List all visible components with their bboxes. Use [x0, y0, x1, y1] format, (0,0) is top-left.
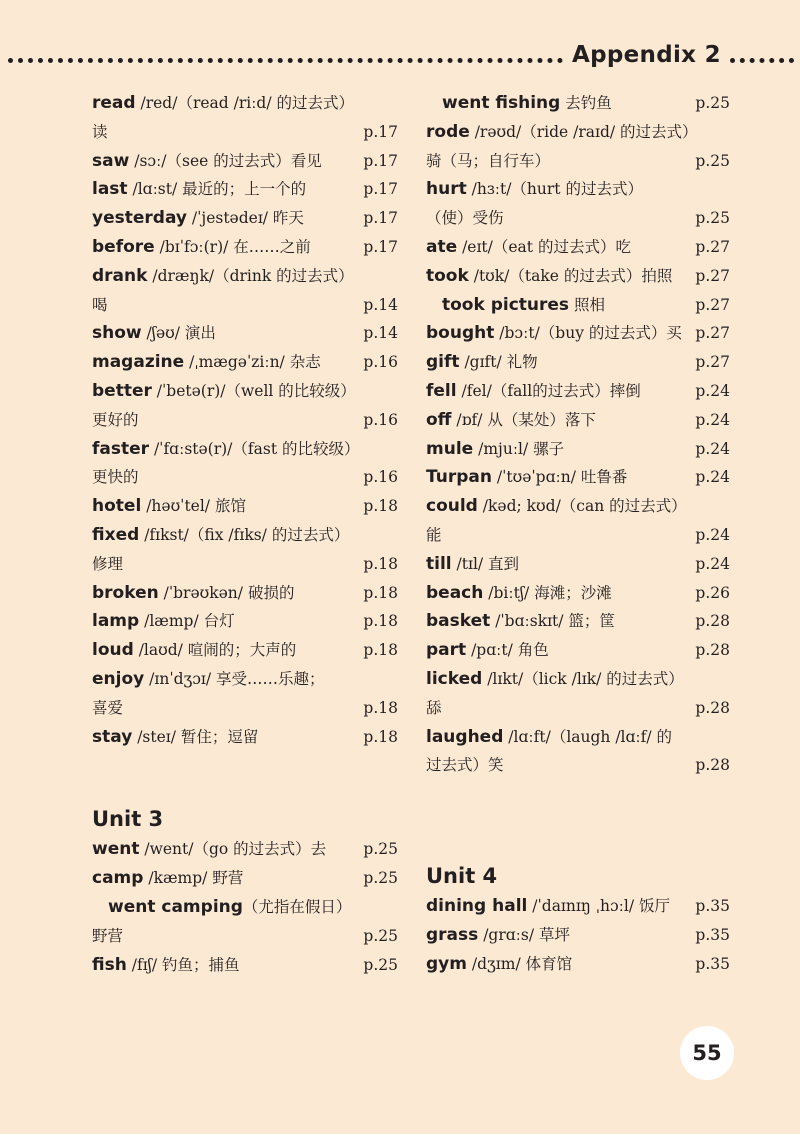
vocab-page-ref: p.24 — [695, 525, 730, 544]
vocab-word: saw — [92, 150, 130, 171]
vocab-word: fish — [92, 954, 127, 975]
page-number: 55 — [680, 1026, 734, 1080]
dotted-rule-right — [730, 58, 794, 63]
vocab-definition: /gɪft/ 礼物 — [459, 353, 538, 372]
vocab-definition: /ˈdaɪnɪŋ ˌhɔːl/ 饭厅 — [527, 897, 670, 916]
vocab-word: broken — [92, 582, 159, 603]
right-column — [426, 89, 730, 979]
vocab-word: fell — [426, 380, 457, 401]
vocab-page-ref: p.17 — [363, 209, 398, 228]
vocab-word: took — [426, 265, 469, 286]
vocab-definition: /hɜːt/（hurt 的过去式） — [466, 180, 643, 199]
vocab-word: gym — [426, 953, 467, 974]
vocab-entry — [92, 291, 398, 320]
vocab-entry — [92, 864, 398, 893]
vocab-definition: /lɪkt/（lick /lɪk/ 的过去式） — [482, 669, 684, 688]
vocab-definition: /həʊˈtel/ 旅馆 — [141, 497, 246, 516]
vocab-definition: /grɑːs/ 草坪 — [478, 925, 570, 944]
vocab-word: stay — [92, 726, 133, 747]
vocab-entry — [92, 636, 398, 665]
vocab-page-ref: p.17 — [363, 122, 398, 141]
vocab-entry — [426, 319, 730, 348]
vocab-entry — [92, 550, 398, 579]
vocab-page-ref: p.16 — [363, 468, 398, 487]
vocab-page-ref: p.14 — [363, 295, 398, 314]
section-gap — [92, 751, 398, 803]
vocab-entry — [426, 723, 730, 752]
vocab-entry — [92, 204, 398, 233]
vocab-definition: /lɑːft/（laugh /lɑːf/ 的 — [503, 727, 673, 746]
vocab-entry — [426, 950, 730, 979]
vocab-definition: 更好的 — [92, 410, 139, 429]
vocab-entry — [92, 579, 398, 608]
vocab-page-ref: p.18 — [363, 612, 398, 631]
vocab-definition: /eɪt/（eat 的过去式）吃 — [457, 237, 631, 256]
vocab-entry — [92, 835, 398, 864]
vocab-entry — [92, 262, 398, 291]
vocab-entry — [426, 406, 730, 435]
vocab-entry — [426, 921, 730, 950]
vocab-entry — [92, 377, 398, 406]
vocab-entry — [92, 89, 398, 118]
vocab-definition: 更快的 — [92, 468, 139, 487]
vocab-page-ref: p.25 — [363, 840, 398, 859]
vocab-entry — [92, 147, 398, 176]
unit-3-heading: Unit 3 — [92, 807, 164, 832]
vocab-definition: /ˈbrəʊkən/ 破损的 — [158, 583, 295, 602]
vocab-word: camp — [92, 868, 144, 889]
vocab-entry — [92, 233, 398, 262]
vocab-entry — [92, 463, 398, 492]
vocab-word: gift — [426, 352, 460, 373]
vocab-word: basket — [426, 611, 491, 632]
vocab-definition: /ˈbɑːskɪt/ 篮；筐 — [490, 612, 615, 631]
unit-3-vocab-list — [92, 835, 398, 979]
vocab-entry — [426, 204, 730, 233]
vocab-page-ref: p.27 — [695, 237, 730, 256]
vocab-entry — [426, 636, 730, 665]
vocab-page-ref: p.16 — [363, 410, 398, 429]
vocab-definition: /bɪˈfɔː(r)/ 在……之前 — [154, 237, 311, 256]
unit-4-vocab-list — [426, 892, 730, 978]
vocab-page-ref: p.35 — [695, 897, 730, 916]
vocab-entry — [92, 893, 398, 922]
vocab-definition: /tʊk/（take 的过去式）拍照 — [468, 266, 673, 285]
vocab-entry — [426, 262, 730, 291]
appendix-title: Appendix 2 — [572, 42, 721, 68]
vocab-definition: /ɪnˈdʒɔɪ/ 享受……乐趣； — [144, 669, 325, 688]
vocab-page-ref: p.18 — [363, 727, 398, 746]
vocab-entry — [426, 521, 730, 550]
vocab-definition: /tɪl/ 直到 — [451, 554, 520, 573]
vocab-page-ref: p.27 — [695, 266, 730, 285]
vocab-definition: /kæmp/ 野营 — [143, 869, 244, 888]
vocab-entry — [92, 607, 398, 636]
vocab-word: mule — [426, 438, 474, 459]
vocab-entry — [92, 348, 398, 377]
vocab-word: better — [92, 380, 152, 401]
vocab-page-ref: p.24 — [695, 554, 730, 573]
vocab-entry — [426, 435, 730, 464]
vocab-definition: /ˈbetə(r)/（well 的比较级） — [151, 381, 356, 400]
vocab-word: went camping — [108, 896, 243, 917]
vocab-page-ref: p.18 — [363, 583, 398, 602]
vocab-definition: /ɒf/ 从（某处）落下 — [451, 410, 596, 429]
vocab-word: show — [92, 323, 142, 344]
vocab-entry — [426, 550, 730, 579]
vocab-word: dining hall — [426, 896, 528, 917]
vocab-entry — [426, 751, 730, 780]
vocab-entry — [426, 579, 730, 608]
vocab-word: beach — [426, 582, 484, 603]
vocab-definition: 能 — [426, 525, 442, 544]
vocab-definition: （使）受伤 — [426, 209, 504, 228]
vocab-word: yesterday — [92, 208, 187, 229]
vocab-word: went — [92, 839, 140, 860]
vocab-entry — [426, 492, 730, 521]
vocab-definition: 过去式）笑 — [426, 756, 504, 775]
vocab-definition: /ˌmægəˈziːn/ 杂志 — [184, 353, 321, 372]
vocab-definition: /dræŋk/（drink 的过去式） — [147, 266, 354, 285]
vocab-entry — [92, 406, 398, 435]
vocab-definition: 喜爱 — [92, 698, 124, 717]
vocab-definition: /bɔːt/（buy 的过去式）买 — [494, 324, 682, 343]
vocab-page-ref: p.24 — [695, 439, 730, 458]
vocab-page-ref: p.24 — [695, 410, 730, 429]
vocab-word: laughed — [426, 726, 504, 747]
vocab-word: could — [426, 496, 478, 517]
vocab-page-ref: p.24 — [695, 381, 730, 400]
vocab-definition: 修理 — [92, 554, 124, 573]
vocab-page-ref: p.25 — [363, 955, 398, 974]
right-vocab-list — [426, 89, 730, 780]
vocab-definition: /ˈjestədeɪ/ 昨天 — [186, 209, 304, 228]
vocab-definition: /sɔː/（see 的过去式）看见 — [129, 151, 322, 170]
vocab-definition: 读 — [92, 122, 108, 141]
vocab-definition: /red/（read /riːd/ 的过去式） — [135, 94, 354, 112]
vocab-page-ref: p.18 — [363, 554, 398, 573]
vocab-page-ref: p.27 — [695, 353, 730, 372]
vocab-definition: （尤指在假日） — [242, 897, 352, 916]
vocab-page-ref: p.17 — [363, 151, 398, 170]
vocab-definition: /dʒɪm/ 体育馆 — [466, 954, 573, 973]
vocab-entry — [92, 435, 398, 464]
vocab-page-ref: p.17 — [363, 180, 398, 199]
vocab-entry — [426, 892, 730, 921]
vocab-page-ref: p.25 — [363, 926, 398, 945]
vocab-definition: /biːtʃ/ 海滩；沙滩 — [483, 583, 612, 602]
left-column — [92, 89, 398, 979]
vocab-page-ref: p.18 — [363, 698, 398, 717]
vocab-entry — [92, 665, 398, 694]
vocab-word: faster — [92, 438, 150, 459]
vocab-entry — [92, 492, 398, 521]
vocab-word: enjoy — [92, 668, 145, 689]
vocab-page-ref: p.28 — [695, 612, 730, 631]
vocab-entry — [426, 463, 730, 492]
vocab-entry — [426, 348, 730, 377]
left-vocab-list — [92, 89, 398, 751]
vocab-page-ref: p.26 — [695, 583, 730, 602]
vocab-definition: /went/（go 的过去式）去 — [139, 840, 327, 859]
vocab-entry — [92, 723, 398, 752]
vocab-word: hurt — [426, 179, 467, 200]
vocab-entry — [92, 521, 398, 550]
vocab-entry — [426, 175, 730, 204]
vocab-word: read — [92, 93, 136, 113]
vocab-entry — [426, 147, 730, 176]
vocab-word: loud — [92, 640, 134, 661]
vocab-entry — [426, 291, 730, 320]
vocab-page-ref: p.25 — [695, 209, 730, 228]
vocab-word: grass — [426, 924, 479, 945]
vocab-word: Turpan — [426, 467, 492, 488]
unit-4-heading: Unit 4 — [426, 864, 498, 889]
vocab-definition: /læmp/ 台灯 — [139, 612, 235, 631]
vocab-entry — [92, 922, 398, 951]
vocab-definition: /ˈfɑːstə(r)/（fast 的比较级） — [149, 439, 360, 458]
vocab-entry — [426, 665, 730, 694]
vocab-word: rode — [426, 121, 470, 142]
vocab-entry — [92, 694, 398, 723]
vocab-definition: /mjuːl/ 骡子 — [473, 439, 565, 458]
vocab-page-ref: p.14 — [363, 324, 398, 343]
vocab-definition: 去钓鱼 — [560, 94, 612, 112]
vocab-word: part — [426, 640, 467, 661]
vocab-page-ref: p.18 — [363, 641, 398, 660]
vocab-page-ref: p.28 — [695, 698, 730, 717]
vocab-page-ref: p.28 — [695, 756, 730, 775]
vocab-word: licked — [426, 668, 483, 689]
vocab-definition: /fɪʃ/ 钓鱼；捕鱼 — [126, 955, 240, 974]
vocab-entry — [426, 377, 730, 406]
page-header — [0, 40, 800, 76]
vocab-entry — [92, 319, 398, 348]
vocab-entry — [92, 118, 398, 147]
vocab-entry — [426, 118, 730, 147]
vocab-definition: /fel/（fall的过去式）摔倒 — [456, 381, 641, 400]
vocab-page-ref: p.24 — [695, 468, 730, 487]
vocab-page-ref: p.25 — [695, 94, 730, 112]
vocab-word: magazine — [92, 352, 185, 373]
dotted-rule-left — [8, 58, 563, 63]
vocab-word: till — [426, 553, 452, 574]
vocab-page-ref: p.16 — [363, 353, 398, 372]
vocab-page-ref: p.25 — [363, 869, 398, 888]
vocab-definition: 骑（马；自行车） — [426, 151, 551, 170]
vocab-word: hotel — [92, 496, 142, 517]
vocab-definition: /steɪ/ 暂住；逗留 — [132, 727, 259, 746]
vocab-page-ref: p.27 — [695, 324, 730, 343]
vocab-definition: /fɪkst/（fix /fɪks/ 的过去式） — [139, 525, 350, 544]
vocab-definition: /rəʊd/（ride /raɪd/ 的过去式） — [469, 122, 698, 141]
vocab-word: drank — [92, 265, 148, 286]
vocab-entry — [92, 175, 398, 204]
vocab-entry — [426, 233, 730, 262]
vocab-definition: /ˈtʊəˈpɑːn/ 吐鲁番 — [491, 468, 628, 487]
vocab-page-ref: p.25 — [695, 151, 730, 170]
vocab-word: fixed — [92, 524, 140, 545]
vocab-entry — [426, 607, 730, 636]
vocab-word: off — [426, 409, 452, 430]
vocab-page-ref: p.18 — [363, 497, 398, 516]
vocab-entry — [92, 951, 398, 980]
vocab-word: before — [92, 236, 155, 257]
vocab-word: last — [92, 179, 128, 200]
vocab-page-ref: p.28 — [695, 641, 730, 660]
vocab-definition: /laʊd/ 喧闹的；大声的 — [133, 641, 297, 660]
vocab-definition: /ʃəʊ/ 演出 — [141, 324, 216, 343]
vocab-word: took pictures — [442, 294, 570, 315]
vocab-entry — [426, 89, 730, 118]
vocab-page-ref: p.35 — [695, 925, 730, 944]
vocab-word: bought — [426, 323, 495, 344]
vocab-definition: /kəd; kʊd/（can 的过去式） — [477, 497, 687, 516]
vocab-definition: 野营 — [92, 926, 124, 945]
section-gap — [426, 780, 730, 860]
vocab-page-ref: p.27 — [695, 295, 730, 314]
vocab-definition: 舔 — [426, 698, 442, 717]
vocab-page-ref: p.35 — [695, 954, 730, 973]
vocab-page-ref: p.17 — [363, 237, 398, 256]
vocab-definition: 照相 — [569, 295, 605, 314]
vocab-entry — [426, 694, 730, 723]
vocab-definition: 喝 — [92, 295, 108, 314]
vocab-word: went fishing — [442, 93, 561, 113]
vocab-definition: /lɑːst/ 最近的；上一个的 — [127, 180, 307, 199]
vocab-word: lamp — [92, 611, 140, 632]
vocab-definition: /pɑːt/ 角色 — [466, 641, 549, 660]
vocab-word: ate — [426, 236, 458, 257]
